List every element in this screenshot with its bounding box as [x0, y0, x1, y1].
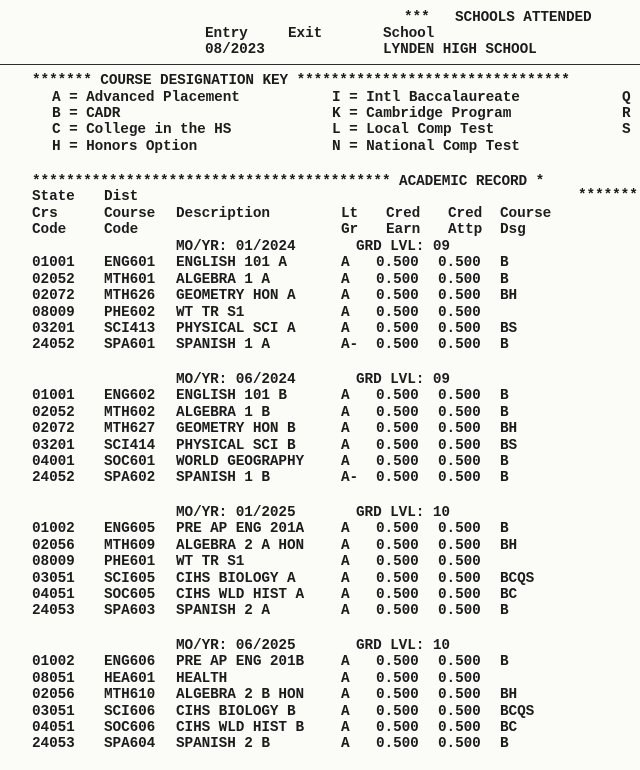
- credits-earned: 0.500: [376, 736, 419, 753]
- key-item: A = Advanced Placement: [52, 90, 240, 106]
- term-grade-level: GRD LVL: 09: [356, 372, 450, 388]
- course-designation: B: [500, 388, 509, 405]
- letter-grade: A: [341, 421, 350, 438]
- state-course-code: 01001: [32, 388, 75, 405]
- state-course-code: 03051: [32, 570, 75, 587]
- course-description: SPANISH 2 A: [176, 603, 270, 620]
- letter-grade: A: [341, 537, 350, 554]
- section-divider: [0, 64, 640, 65]
- col-header-lt: Lt: [341, 206, 359, 222]
- credits-attempted: 0.500: [438, 570, 481, 587]
- state-course-code: 03201: [32, 437, 75, 454]
- course-row: [0, 321, 640, 337]
- letter-grade: A-: [341, 337, 359, 354]
- district-course-code: PHE602: [104, 304, 156, 321]
- term-header: [0, 505, 640, 521]
- course-description: PHYSICAL SCI A: [176, 321, 296, 337]
- course-designation: B: [500, 454, 509, 470]
- schools-attended-stars: ***: [404, 10, 430, 26]
- district-course-code: SCI413: [104, 321, 156, 337]
- credits-attempted: 0.500: [438, 521, 481, 538]
- credits-earned: 0.500: [376, 703, 419, 720]
- course-designation: B: [500, 521, 509, 538]
- col-header-code: Code: [32, 222, 67, 238]
- col-header-attp: Attp: [448, 222, 483, 238]
- course-description: ALGEBRA 1 B: [176, 404, 270, 421]
- credits-earned: 0.500: [376, 554, 419, 571]
- course-row: [0, 587, 640, 603]
- course-description: GEOMETRY HON B: [176, 421, 296, 438]
- credits-attempted: 0.500: [438, 337, 481, 354]
- credits-earned: 0.500: [376, 521, 419, 538]
- credits-attempted: 0.500: [438, 321, 481, 337]
- col-header-course-dsg-top: Course: [500, 206, 552, 222]
- course-designation: B: [500, 337, 509, 354]
- course-row: [0, 288, 640, 304]
- credits-attempted: 0.500: [438, 304, 481, 321]
- course-description: ENGLISH 101 A: [176, 255, 287, 272]
- key-item-edge: S: [622, 122, 631, 138]
- course-row: [0, 521, 640, 537]
- term-header: [0, 638, 640, 654]
- letter-grade: A: [341, 587, 350, 603]
- letter-grade: A: [341, 304, 350, 321]
- course-designation: BH: [500, 421, 518, 438]
- course-designation: BC: [500, 587, 518, 603]
- state-course-code: 01002: [32, 521, 75, 538]
- course-row: [0, 671, 640, 687]
- state-course-code: 24053: [32, 736, 75, 753]
- term-grade-level: GRD LVL: 10: [356, 638, 450, 654]
- letter-grade: A: [341, 603, 350, 620]
- key-item: C = College in the HS: [52, 122, 232, 138]
- district-course-code: MTH627: [104, 421, 156, 438]
- credits-attempted: 0.500: [438, 288, 481, 305]
- course-description: ENGLISH 101 B: [176, 388, 287, 405]
- district-course-code: SCI606: [104, 703, 156, 720]
- col-header-dist: Dist: [104, 189, 139, 205]
- col-header-earn: Earn: [386, 222, 421, 238]
- course-designation: B: [500, 255, 509, 272]
- letter-grade: A: [341, 321, 350, 337]
- key-item: B = CADR: [52, 106, 121, 122]
- credits-earned: 0.500: [376, 720, 419, 736]
- district-course-code: MTH601: [104, 271, 156, 288]
- district-course-code: MTH626: [104, 288, 156, 305]
- credits-earned: 0.500: [376, 321, 419, 337]
- credits-attempted: 0.500: [438, 603, 481, 620]
- col-header-description: Description: [176, 206, 270, 222]
- credits-earned: 0.500: [376, 288, 419, 305]
- credits-attempted: 0.500: [438, 271, 481, 288]
- district-course-code: SOC606: [104, 720, 156, 736]
- course-designation: BH: [500, 687, 518, 704]
- state-course-code: 03201: [32, 321, 75, 337]
- course-designation: B: [500, 470, 509, 487]
- district-course-code: SCI414: [104, 437, 156, 454]
- credits-earned: 0.500: [376, 271, 419, 288]
- course-description: SPANISH 1 A: [176, 337, 270, 354]
- credits-attempted: 0.500: [438, 388, 481, 405]
- credits-earned: 0.500: [376, 304, 419, 321]
- state-course-code: 02052: [32, 271, 75, 288]
- entry-label: Entry: [205, 26, 248, 42]
- district-course-code: MTH609: [104, 537, 156, 554]
- academic-record-banner-tail: *******: [578, 188, 638, 204]
- course-description: HEALTH: [176, 670, 228, 687]
- state-course-code: 04001: [32, 454, 75, 470]
- exit-label: Exit: [288, 26, 323, 42]
- credits-attempted: 0.500: [438, 404, 481, 421]
- letter-grade: A: [341, 703, 350, 720]
- district-course-code: ENG606: [104, 654, 156, 671]
- state-course-code: 08009: [32, 554, 75, 571]
- course-designation-key-title: ******* COURSE DESIGNATION KEY ********************************: [32, 73, 570, 89]
- credits-earned: 0.500: [376, 603, 419, 620]
- course-row: [0, 305, 640, 321]
- term-grade-level: GRD LVL: 10: [356, 505, 450, 521]
- state-course-code: 04051: [32, 587, 75, 603]
- credits-attempted: 0.500: [438, 255, 481, 272]
- course-row: [0, 255, 640, 271]
- course-designation: BC: [500, 720, 518, 736]
- course-description: SPANISH 2 B: [176, 736, 270, 753]
- credits-attempted: 0.500: [438, 421, 481, 438]
- letter-grade: A: [341, 404, 350, 421]
- state-course-code: 02056: [32, 687, 75, 704]
- credits-attempted: 0.500: [438, 703, 481, 720]
- term-grade-level: GRD LVL: 09: [356, 239, 450, 255]
- credits-earned: 0.500: [376, 337, 419, 354]
- credits-earned: 0.500: [376, 654, 419, 671]
- credits-earned: 0.500: [376, 404, 419, 421]
- credits-earned: 0.500: [376, 537, 419, 554]
- state-course-code: 08009: [32, 304, 75, 321]
- district-course-code: MTH602: [104, 404, 156, 421]
- col-header-course: Course: [104, 206, 156, 222]
- course-description: ALGEBRA 2 B HON: [176, 687, 305, 704]
- course-row: [0, 470, 640, 486]
- term-month-year: MO/YR: 01/2025: [176, 505, 296, 521]
- course-row: [0, 654, 640, 670]
- letter-grade: A: [341, 288, 350, 305]
- course-row: [0, 554, 640, 570]
- course-row: [0, 272, 640, 288]
- key-item: L = Local Comp Test: [332, 122, 495, 138]
- key-item: K = Cambridge Program: [332, 106, 512, 122]
- course-description: WORLD GEOGRAPHY: [176, 454, 305, 470]
- district-course-code: SOC601: [104, 454, 156, 470]
- course-description: CIHS BIOLOGY B: [176, 703, 296, 720]
- district-course-code: HEA601: [104, 670, 156, 687]
- credits-earned: 0.500: [376, 587, 419, 603]
- district-course-code: MTH610: [104, 687, 156, 704]
- state-course-code: 24053: [32, 603, 75, 620]
- course-description: GEOMETRY HON A: [176, 288, 296, 305]
- schools-attended-title: SCHOOLS ATTENDED: [455, 10, 592, 26]
- district-course-code: ENG605: [104, 521, 156, 538]
- credits-earned: 0.500: [376, 687, 419, 704]
- state-course-code: 02072: [32, 288, 75, 305]
- course-description: WT TR S1: [176, 304, 245, 321]
- letter-grade: A: [341, 437, 350, 454]
- key-item: I = Intl Baccalaureate: [332, 90, 520, 106]
- state-course-code: 08051: [32, 670, 75, 687]
- district-course-code: SPA602: [104, 470, 156, 487]
- letter-grade: A: [341, 687, 350, 704]
- credits-attempted: 0.500: [438, 670, 481, 687]
- course-designation: B: [500, 271, 509, 288]
- state-course-code: 24052: [32, 470, 75, 487]
- district-course-code: SPA604: [104, 736, 156, 753]
- course-description: WT TR S1: [176, 554, 245, 571]
- course-designation: B: [500, 404, 509, 421]
- course-row: [0, 704, 640, 720]
- credits-attempted: 0.500: [438, 554, 481, 571]
- key-item: N = National Comp Test: [332, 139, 520, 155]
- key-item-edge: R: [622, 106, 631, 122]
- col-header-crs: Crs: [32, 206, 58, 222]
- term-header: [0, 372, 640, 388]
- district-course-code: SPA601: [104, 337, 156, 354]
- credits-attempted: 0.500: [438, 437, 481, 454]
- course-row: [0, 687, 640, 703]
- course-designation: BH: [500, 537, 518, 554]
- col-header-gr: Gr: [341, 222, 359, 238]
- school-name: LYNDEN HIGH SCHOOL: [383, 42, 537, 58]
- course-description: ALGEBRA 2 A HON: [176, 537, 305, 554]
- district-course-code: SCI605: [104, 570, 156, 587]
- credits-earned: 0.500: [376, 470, 419, 487]
- district-course-code: ENG602: [104, 388, 156, 405]
- district-course-code: PHE601: [104, 554, 156, 571]
- letter-grade: A: [341, 271, 350, 288]
- credits-earned: 0.500: [376, 255, 419, 272]
- credits-earned: 0.500: [376, 454, 419, 470]
- letter-grade: A: [341, 570, 350, 587]
- course-row: [0, 405, 640, 421]
- col-header-cred-attp-top: Cred: [448, 206, 483, 222]
- course-description: CIHS WLD HIST A: [176, 587, 305, 603]
- term-month-year: MO/YR: 01/2024: [176, 239, 296, 255]
- letter-grade: A: [341, 554, 350, 571]
- key-item: H = Honors Option: [52, 139, 198, 155]
- state-course-code: 02052: [32, 404, 75, 421]
- letter-grade: A: [341, 388, 350, 405]
- credits-earned: 0.500: [376, 670, 419, 687]
- credits-attempted: 0.500: [438, 720, 481, 736]
- district-course-code: ENG601: [104, 255, 156, 272]
- credits-attempted: 0.500: [438, 454, 481, 470]
- course-row: [0, 538, 640, 554]
- state-course-code: 02072: [32, 421, 75, 438]
- state-course-code: 02056: [32, 537, 75, 554]
- letter-grade: A: [341, 736, 350, 753]
- credits-earned: 0.500: [376, 437, 419, 454]
- credits-attempted: 0.500: [438, 654, 481, 671]
- term-month-year: MO/YR: 06/2025: [176, 638, 296, 654]
- letter-grade: A: [341, 521, 350, 538]
- course-row: [0, 571, 640, 587]
- course-row: [0, 454, 640, 470]
- credits-attempted: 0.500: [438, 587, 481, 603]
- credits-earned: 0.500: [376, 570, 419, 587]
- credits-earned: 0.500: [376, 388, 419, 405]
- entry-date: 08/2023: [205, 42, 265, 58]
- district-course-code: SOC605: [104, 587, 156, 603]
- district-course-code: SPA603: [104, 603, 156, 620]
- course-designation: BH: [500, 288, 518, 305]
- course-description: PRE AP ENG 201A: [176, 521, 305, 538]
- state-course-code: 01002: [32, 654, 75, 671]
- letter-grade: A: [341, 654, 350, 671]
- course-description: CIHS WLD HIST B: [176, 720, 305, 736]
- course-designation: BCQS: [500, 570, 535, 587]
- credits-attempted: 0.500: [438, 537, 481, 554]
- course-row: [0, 388, 640, 404]
- letter-grade: A: [341, 720, 350, 736]
- course-row: [0, 421, 640, 437]
- course-row: [0, 337, 640, 353]
- course-designation: B: [500, 654, 509, 671]
- course-designation: BS: [500, 437, 518, 454]
- course-description: PRE AP ENG 201B: [176, 654, 305, 671]
- state-course-code: 01001: [32, 255, 75, 272]
- course-description: PHYSICAL SCI B: [176, 437, 296, 454]
- credits-attempted: 0.500: [438, 687, 481, 704]
- letter-grade: A: [341, 670, 350, 687]
- term-month-year: MO/YR: 06/2024: [176, 372, 296, 388]
- course-row: [0, 720, 640, 736]
- course-designation: BS: [500, 321, 518, 337]
- letter-grade: A: [341, 255, 350, 272]
- course-designation: BCQS: [500, 703, 535, 720]
- state-course-code: 24052: [32, 337, 75, 354]
- term-header: [0, 239, 640, 255]
- course-description: SPANISH 1 B: [176, 470, 270, 487]
- state-course-code: 03051: [32, 703, 75, 720]
- credits-attempted: 0.500: [438, 470, 481, 487]
- course-description: ALGEBRA 1 A: [176, 271, 270, 288]
- course-row: [0, 736, 640, 752]
- credits-earned: 0.500: [376, 421, 419, 438]
- col-header-state: State: [32, 189, 75, 205]
- course-row: [0, 438, 640, 454]
- col-header-dsg: Dsg: [500, 222, 526, 238]
- course-row: [0, 603, 640, 619]
- col-header-code: Code: [104, 222, 139, 238]
- school-label: School: [383, 26, 435, 42]
- course-designation: B: [500, 736, 509, 753]
- col-header-cred-earn-top: Cred: [386, 206, 421, 222]
- course-description: CIHS BIOLOGY A: [176, 570, 296, 587]
- academic-record-banner: ****************************************** ACADEMIC RECORD *: [32, 174, 545, 190]
- letter-grade: A-: [341, 470, 359, 487]
- course-designation: B: [500, 603, 509, 620]
- letter-grade: A: [341, 454, 350, 470]
- key-item-edge: Q: [622, 90, 631, 106]
- state-course-code: 04051: [32, 720, 75, 736]
- credits-attempted: 0.500: [438, 736, 481, 753]
